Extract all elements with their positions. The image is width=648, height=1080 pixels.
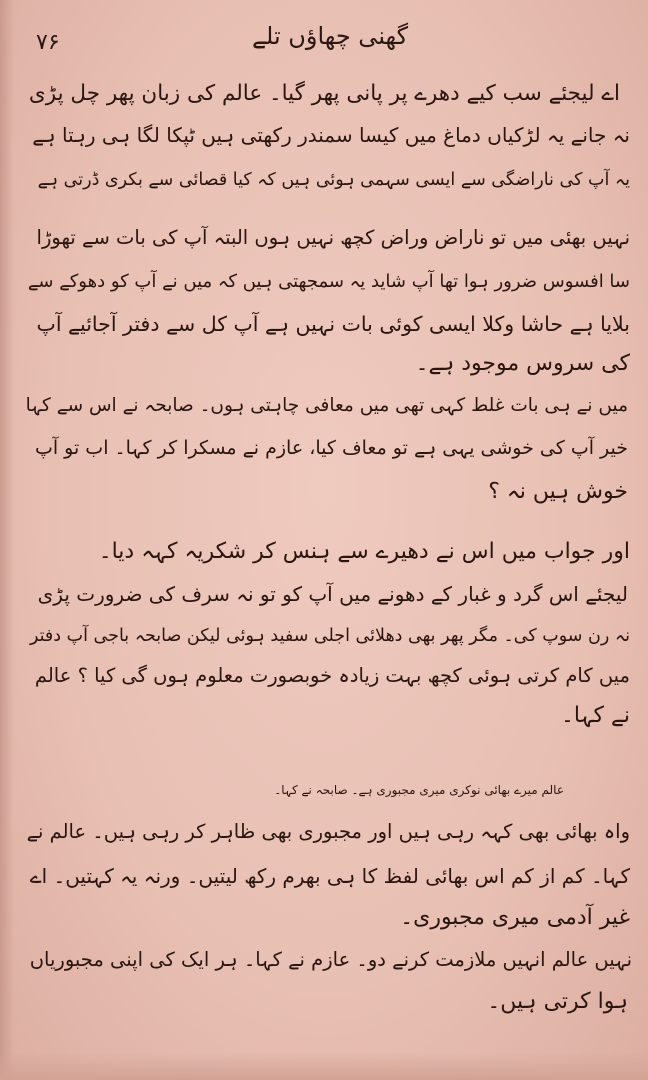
text-line-6: بلایا ہے حاشا وکلا ایسی کوئی بات نہیں ہے آپ کل سے دفتر آجائیے آپ xyxy=(36,312,630,336)
text-line-21: ہوا کرتی ہیں۔ xyxy=(487,989,628,1014)
text-line-13: نہ رن سوپ کی۔ مگر پھر بھی دھلائی اجلی سفید ہوئی لیکن صابحہ باجی آپ دفتر xyxy=(30,626,630,646)
page-number: ۷۶ xyxy=(36,30,60,55)
text-line-3: یہ آپ کی ناراضگی سے ایسی سہمی ہوئی ہیں کہ کیا قصائی سے بکری ڈرتی ہے xyxy=(37,170,630,190)
text-line-10: خوش ہیں نہ ؟ xyxy=(488,479,628,504)
page-shadow-bottom xyxy=(0,1052,648,1080)
text-line-5: سا افسوس ضرور ہوا تھا آپ شاید یہ سمجھتی ہیں کہ میں نے آپ کو دھوکے سے xyxy=(27,271,630,292)
text-line-9: خیر آپ کی خوشی یہی ہے تو معاف کیا، عازم نے مسکرا کر کہا۔ اب تو آپ xyxy=(34,437,628,459)
text-line-19: غیر آدمی میری مجبوری۔ xyxy=(400,905,630,930)
text-line-8: میں نے ہی بات غلط کہی تھی میں معافی چاہتی ہوں۔ صابحہ نے اس سے کہا xyxy=(25,395,628,416)
text-line-7: کی سروس موجود ہے۔ xyxy=(415,351,630,376)
page-shadow-left xyxy=(0,0,14,1080)
text-line-1: اے لیجئے سب کیے دھرے پر پانی پھر گیا۔ عالم کی زبان پھر چل پڑی xyxy=(28,81,620,106)
text-line-12: لیجئے اس گرد و غبار کے دھونے میں آپ کو تو نہ سرف کی ضرورت پڑی xyxy=(37,582,628,606)
text-line-4: نہیں بھئی میں تو ناراض وراض کچھ نہیں ہوں البتہ آپ کی بات سے تھوڑا xyxy=(36,226,630,249)
text-line-15: نے کہا۔ xyxy=(561,703,630,728)
text-line-11: اور جواب میں اس نے دھیرے سے ہنس کر شکریہ کہہ دیا۔ xyxy=(98,539,630,564)
text-line-14: میں کام کرتی ہوئی کچھ بہت زیادہ خوبصورت معلوم ہوں گی کیا ؟ عالم xyxy=(34,664,630,687)
text-line-18: کہا۔ کم از کم اس بھائی لفظ کا ہی بھرم رکھ لیتیں۔ ورنہ یہ کہتیں۔ اے xyxy=(29,864,630,888)
text-line-20: نہیں عالم انہیں ملازمت کرنے دو۔ عازم نے کہا۔ ہر ایک کی اپنی مجبوریاں xyxy=(29,948,632,971)
text-line-16: عالم میرے بھائی نوکری میری مجبوری ہے۔ صابحہ نے کہا۔ xyxy=(274,783,564,797)
text-line-17: واہ بھائی بھی کہہ رہی ہیں اور مجبوری بھی ظاہر کر رہی ہیں۔ عالم نے xyxy=(26,820,630,843)
text-line-2: نہ جانے یہ لڑکیاں دماغ میں کیسا سمندر رکھتی ہیں ٹپکا لگا ہی رہتا ہے xyxy=(32,123,630,147)
running-header-title: گھنی چھاؤں تلے xyxy=(251,22,409,50)
